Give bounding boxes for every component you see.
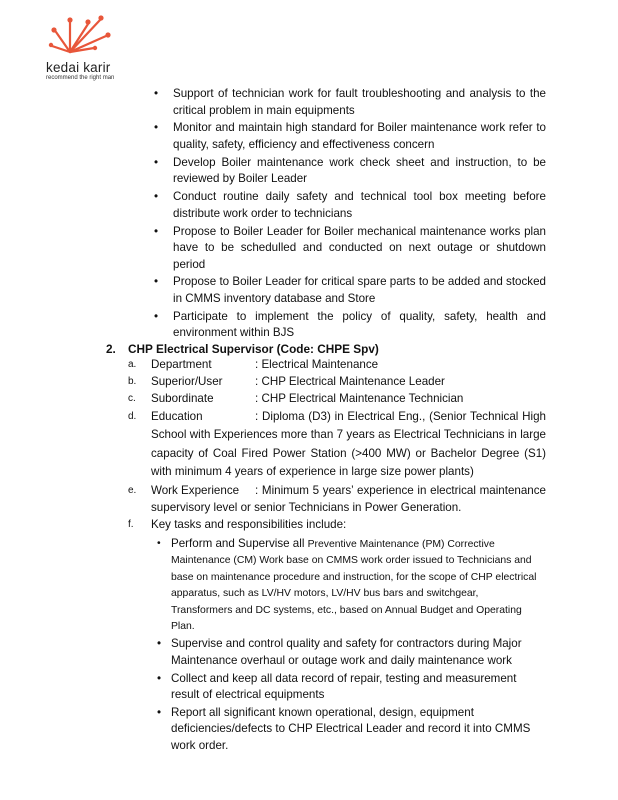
company-logo — [40, 12, 150, 84]
field-key-tasks — [128, 517, 546, 754]
field-value: : CHP Electrical Maintenance Leader — [255, 375, 445, 389]
logo-tagline: recommend the right man — [46, 75, 115, 81]
list-item: • Supervise and control quality and safety for contractors during Major Maintenance overhaul or outage work and daily maintenance work — [151, 636, 541, 669]
item-letter: e. — [128, 485, 137, 497]
list-item: • Monitor and maintain high standard for Boiler maintenance work refer to quality, safety, efficiency and effectiveness concern — [154, 120, 546, 153]
list-item: • Conduct routine daily safety and technical tool box meeting before distribute work order to technicians — [154, 189, 546, 222]
field-value: : Minimum 5 years’ experience in electrical maintenance supervisory level or senior Technicians in Power Generation. — [151, 484, 546, 514]
tasks-intro: Key tasks and responsibilities include: — [151, 518, 347, 532]
item-letter: f. — [128, 519, 134, 531]
field-work-experience — [128, 483, 546, 516]
list-item: • Participate to implement the policy of quality, safety, health and environment within BJS — [154, 309, 546, 342]
field-label: Subordinate — [151, 392, 214, 406]
field-label: Work Experience — [151, 484, 240, 498]
section-number: 2. — [106, 342, 116, 356]
list-item: • Support of technician work for fault troubleshooting and analysis to the critical problem in main equipments — [154, 86, 546, 119]
list-item: • Propose to Boiler Leader for critical spare parts to be added and stocked in CMMS inventory database and Store — [154, 274, 546, 307]
list-item — [151, 536, 541, 635]
item-letter: d. — [128, 411, 137, 423]
flower-logo-icon — [48, 12, 118, 62]
item-letter: c. — [128, 393, 136, 405]
list-item: • Collect and keep all data record of repair, testing and measurement result of electrical equipments — [151, 671, 541, 704]
item-letter: a. — [128, 359, 137, 370]
field-label: Education — [151, 410, 203, 424]
field-value: : Diploma (D3) in Electrical Eng., (Senior Technical High School with Experiences more than 7 years as Electrical Technicians in large capacity of Coal Fired Power Station (>400 MW) or Bachelor Degree (S1) with minimum 4 years of experience in large size power plants) — [151, 410, 546, 478]
field-label: Superior/User — [151, 375, 223, 389]
field-label: Department — [151, 358, 212, 371]
field-department — [128, 357, 546, 374]
field-subordinate — [128, 391, 546, 408]
section-title: CHP Electrical Supervisor (Code: CHPE Spv) — [128, 342, 379, 356]
list-item: • Report all significant known operational, design, equipment deficiencies/defects to CHP Electrical Leader and record it into CMMS work order. — [151, 705, 541, 755]
list-item: • Propose to Boiler Leader for Boiler mechanical maintenance works plan have to be schedulled and conducted on next outage or shutdown period — [154, 224, 546, 274]
field-value: : CHP Electrical Maintenance Technician — [255, 392, 464, 406]
section-heading — [106, 341, 379, 358]
boiler-task-list — [154, 86, 546, 343]
item-letter: b. — [128, 376, 137, 388]
position-details — [128, 357, 546, 755]
field-education — [128, 408, 546, 481]
logo-wordmark: kedai karir — [46, 60, 111, 75]
task-rest: Preventive Maintenance (PM) Corrective Maintenance (CM) Work base on CMMS work order issued to Technicians and base on maintenance procedure and instruction, for the scope of CHP electrical apparatus, such as LV/HV motors, LV/HV bus bars and switchgear, Transformers and DC systems, etc., based on Annual Budget and Operating Plan. — [171, 538, 537, 632]
field-value: : Electrical Maintenance — [255, 358, 379, 371]
task-lead: Perform and Supervise all — [171, 536, 308, 550]
field-superior — [128, 374, 546, 391]
list-item: • Develop Boiler maintenance work check sheet and instruction, to be reviewed by Boiler Leader — [154, 155, 546, 188]
electrical-task-list — [151, 536, 541, 755]
